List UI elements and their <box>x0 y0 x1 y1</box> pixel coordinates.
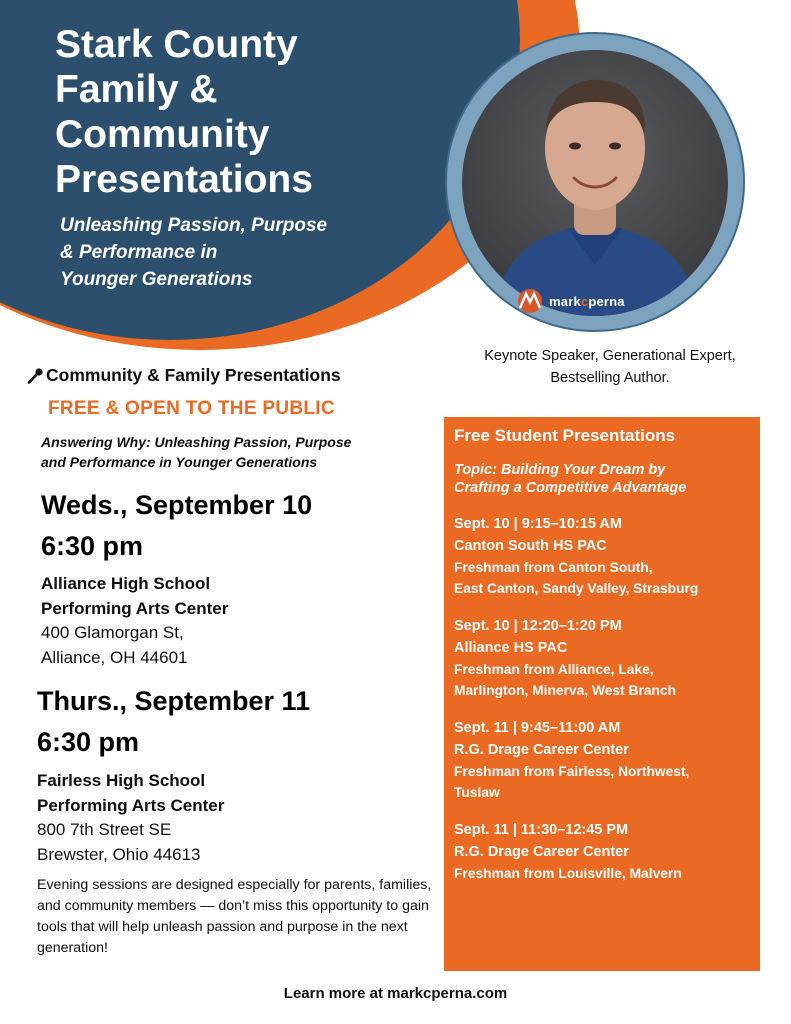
event-venue <box>37 769 224 867</box>
session-audience-line: Freshman from Alliance, Lake, <box>454 662 654 677</box>
student-session <box>454 513 750 599</box>
title-line: Presentations <box>55 158 313 201</box>
page-title <box>55 22 475 202</box>
title-line: Stark County <box>55 23 298 66</box>
session-audience-line: Marlington, Minerva, West Branch <box>454 683 677 698</box>
session-audience-line: Freshman from Fairless, Northwest, <box>454 764 690 779</box>
session-location: R.G. Drage Career Center <box>454 844 629 860</box>
speaker-photo-illustration <box>462 50 728 316</box>
markcperna-logo <box>515 286 625 316</box>
session-location: Alliance HS PAC <box>454 640 568 656</box>
title-line: Community <box>55 113 270 156</box>
subtitle-line: Younger Generations <box>60 269 253 290</box>
session-audience-line: Freshman from Louisville, Malvern <box>454 866 682 881</box>
caption-line: Bestselling Author. <box>550 370 670 386</box>
venue-name-line: Performing Arts Center <box>37 795 225 815</box>
subtitle-line: & Performance in <box>60 242 218 263</box>
venue-name-line: Performing Arts Center <box>41 598 229 618</box>
student-session <box>454 819 750 884</box>
logo-mark-icon <box>515 288 545 314</box>
event-date: Weds., September 10 <box>41 490 313 520</box>
topic-line: Answering Why: Unleashing Passion, Purpose <box>41 434 352 450</box>
event-time: 6:30 pm <box>37 727 140 757</box>
session-time: Sept. 10 | 9:15–10:15 AM <box>454 516 622 532</box>
venue-address-line: 800 7th Street SE <box>37 820 172 839</box>
venue-name-line: Alliance High School <box>41 574 211 593</box>
student-box-title: Free Student Presentations <box>454 426 676 445</box>
title-line: Family & <box>55 68 218 111</box>
student-presentations-box <box>444 417 760 971</box>
session-audience-line: Tuslaw <box>454 785 500 800</box>
logo-text: markcperna <box>549 293 625 309</box>
session-audience-line: Freshman from Canton South, <box>454 560 653 575</box>
caption-line: Keynote Speaker, Generational Expert, <box>484 348 736 364</box>
evening-note: Evening sessions are designed especially for parents, families, and community members — don’t miss this opportunity to gain tools that will help unleash passion and purpose in the next generation! <box>37 877 432 956</box>
session-time: Sept. 11 | 11:30–12:45 PM <box>454 822 629 838</box>
event-venue <box>41 572 228 670</box>
subtitle-line: Unleashing Passion, Purpose <box>60 215 328 236</box>
microphone-icon <box>26 367 44 385</box>
community-heading <box>26 365 341 386</box>
page-subtitle <box>60 212 420 293</box>
student-session <box>454 615 750 701</box>
event-time: 6:30 pm <box>41 531 144 561</box>
venue-address-line: Brewster, Ohio 44613 <box>37 844 201 864</box>
student-topic-line: Topic: Building Your Dream by <box>454 462 666 478</box>
speaker-caption <box>440 345 780 389</box>
student-topic-line: Crafting a Competitive Advantage <box>454 480 687 496</box>
community-topic <box>41 432 441 472</box>
session-time: Sept. 11 | 9:45–11:00 AM <box>454 720 621 736</box>
topic-line: and Performance in Younger Generations <box>41 454 318 470</box>
session-audience-line: East Canton, Sandy Valley, Strasburg <box>454 581 699 596</box>
venue-name-line: Fairless High School <box>37 771 206 790</box>
free-open-banner: FREE & OPEN TO THE PUBLIC <box>48 398 335 419</box>
student-session <box>454 717 750 803</box>
learn-more-link[interactable]: Learn more at markcperna.com <box>283 985 508 1002</box>
session-time: Sept. 10 | 12:20–1:20 PM <box>454 618 622 634</box>
community-heading-label: Community & Family Presentations <box>46 365 341 385</box>
venue-address-line: 400 Glamorgan St, <box>41 623 184 642</box>
event-date: Thurs., September 11 <box>37 686 311 716</box>
session-location: Canton South HS PAC <box>454 538 607 554</box>
student-topic <box>454 461 750 497</box>
session-location: R.G. Drage Career Center <box>454 742 629 758</box>
venue-address-line: Alliance, OH 44601 <box>41 647 188 667</box>
speaker-portrait <box>462 50 728 316</box>
